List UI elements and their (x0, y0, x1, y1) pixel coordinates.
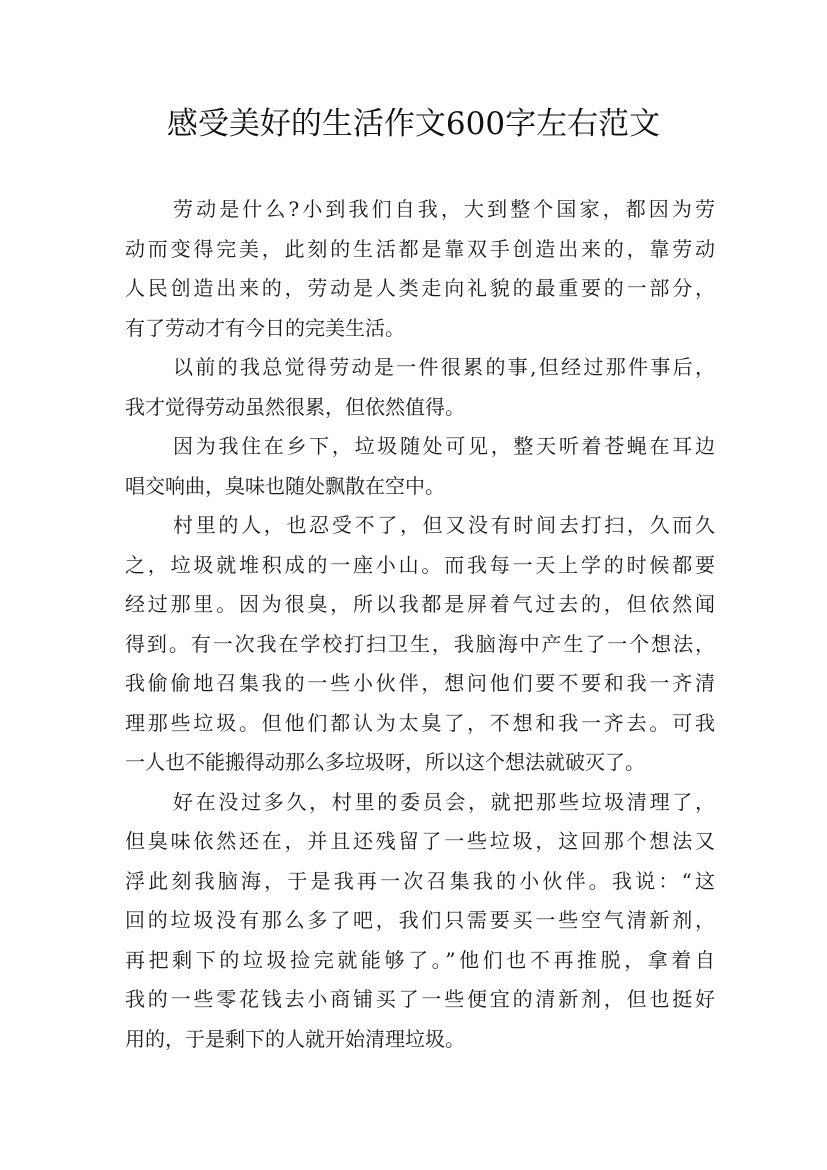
document-title: 感受美好的生活作文600字左右范文 (166, 106, 661, 142)
text-line: 有了劳动才有今日的完美生活。 (125, 315, 405, 340)
text-line: 我偷偷地召集我的一些小伙伴，想问他们要不要和我一齐清 (125, 671, 715, 695)
text-line: 好在没过多久，村里的委员会，就把那些垃圾清理了， (173, 789, 715, 814)
document-body (125, 190, 715, 1059)
text-line: 之，垃圾就堆积成的一座小山。而我每一天上学的时候都要 (125, 552, 715, 577)
text-line: 理那些垃圾。但他们都认为太臭了，不想和我一齐去。可我 (125, 710, 715, 735)
text-line: 劳动是什么?小到我们自我，大到整个国家，都因为劳 (173, 197, 715, 221)
text-line: 再把剩下的垃圾捡完就能够了。”他们也不再推脱，拿着自 (125, 947, 715, 972)
text-line: 一人也不能搬得动那么多垃圾呀，所以这个想法就破灭了。 (125, 750, 645, 774)
text-line: 村里的人，也忍受不了，但又没有时间去打扫，久而久 (173, 513, 715, 537)
text-line: 用的，于是剩下的人就开始清理垃圾。 (125, 1026, 465, 1051)
text-line: 经过那里。因为很臭，所以我都是屏着气过去的，但依然闻 (125, 592, 715, 616)
text-line: 但臭味依然还在，并且还残留了一些垃圾，这回那个想法又 (125, 829, 715, 853)
text-line: 回的垃圾没有那么多了吧，我们只需要买一些空气清新剂， (125, 908, 715, 932)
text-line: 我才觉得劳动虽然很累，但依然值得。 (125, 394, 465, 419)
text-line: 我的一些零花钱去小商铺买了一些便宜的清新剂，但也挺好 (125, 987, 715, 1011)
text-line: 动而变得完美，此刻的生活都是靠双手创造出来的，靠劳动 (125, 236, 715, 261)
text-line: 人民创造出来的，劳动是人类走向礼貌的最重要的一部分， (125, 276, 715, 300)
text-line: 因为我住在乡下，垃圾随处可见，整天听着苍蝇在耳边 (173, 434, 715, 458)
text-line: 得到。有一次我在学校打扫卫生，我脑海中产生了一个想法， (125, 631, 715, 656)
text-line: 以前的我总觉得劳动是一件很累的事,但经过那件事后， (173, 355, 715, 379)
text-line: 浮此刻我脑海，于是我再一次召集我的小伙伴。我说：“这 (125, 868, 715, 893)
text-line: 唱交响曲，臭味也随处飘散在空中。 (125, 473, 445, 498)
